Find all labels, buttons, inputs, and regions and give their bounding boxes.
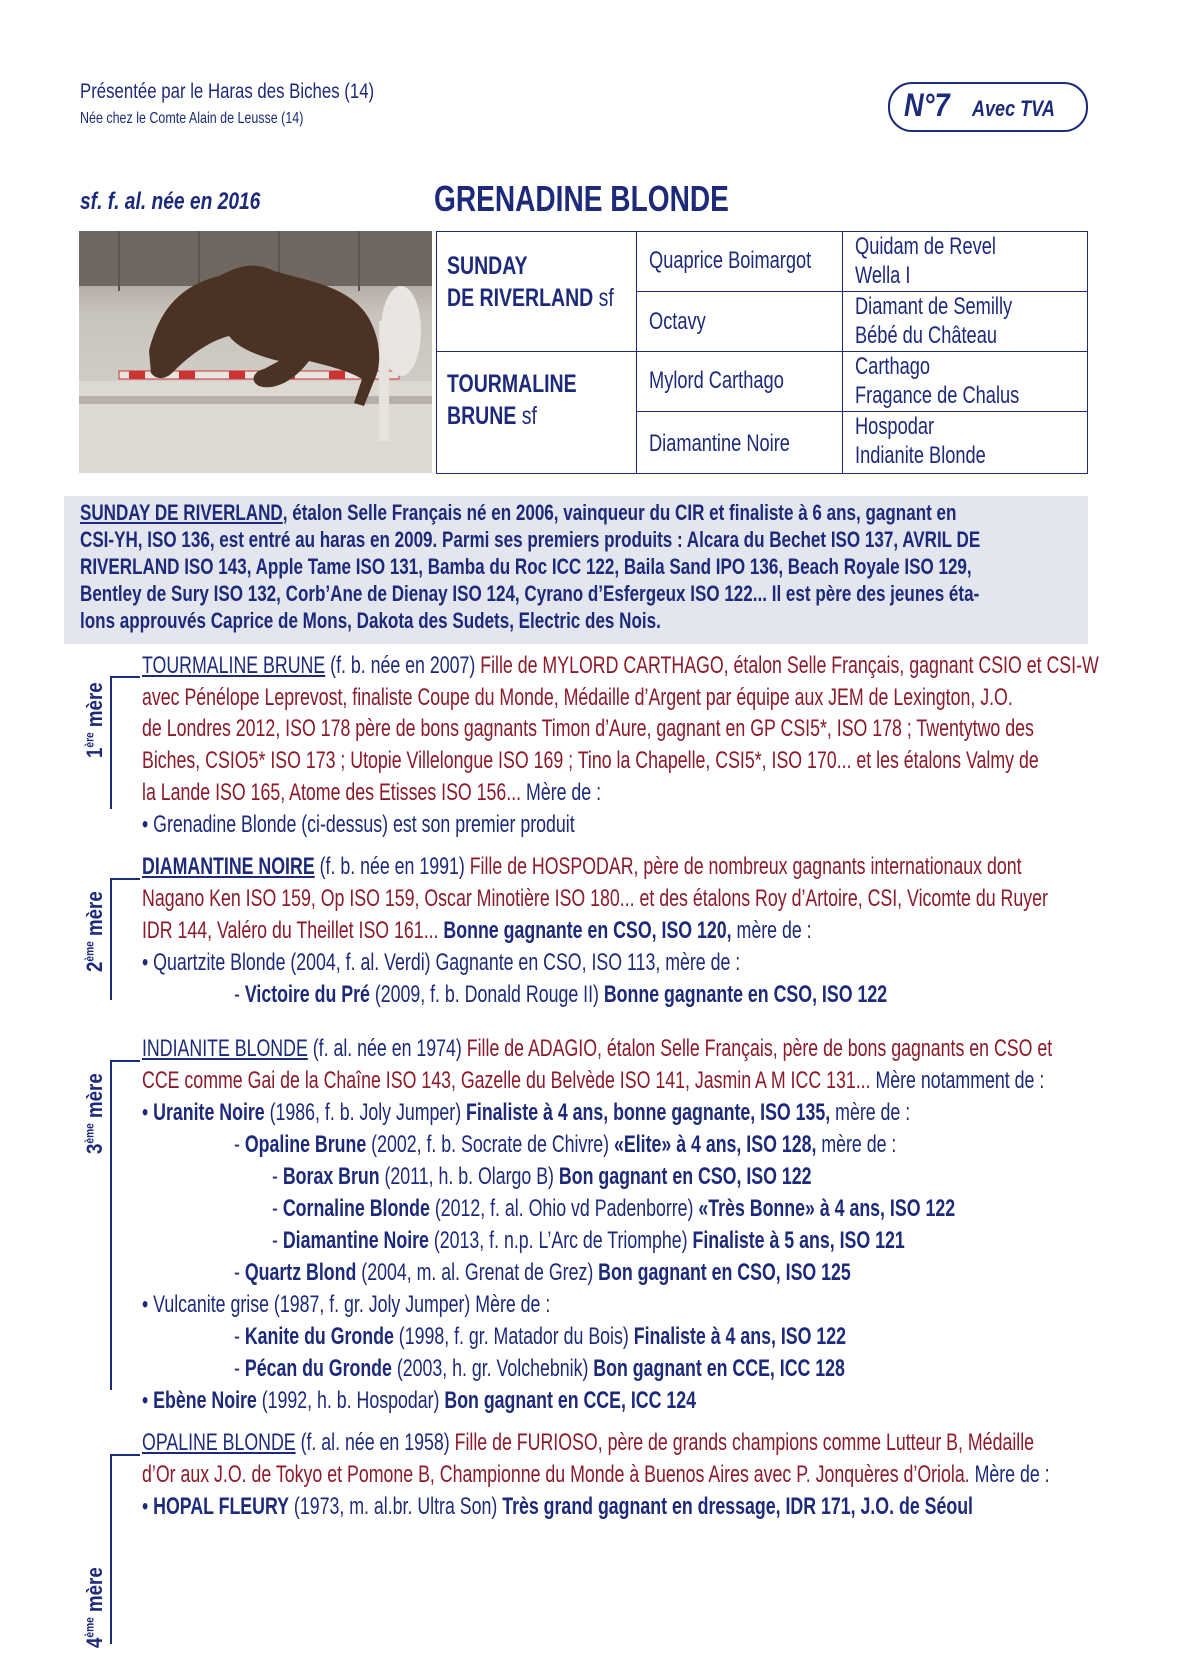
dam-dam: Diamantine Noire — [649, 430, 790, 457]
sire-info-box — [64, 496, 1088, 644]
m3-r4-dash: - — [272, 1195, 283, 1222]
m2-line-5 — [234, 980, 887, 1010]
dam-breed: sf — [516, 402, 537, 430]
m3-r5-dash: - — [272, 1227, 283, 1254]
m3-r6-info: (2004, m. al. Grenat de Grez) — [356, 1259, 599, 1286]
m3-row-1 — [142, 1098, 910, 1128]
m3-num: 3 — [82, 1143, 107, 1154]
sire-line1: SUNDAY — [447, 252, 528, 280]
m1-num: 1 — [82, 747, 107, 758]
sire-info-line-2: CSI-YH, ISO 136, est entré au haras en 2009. Parmi ses premiers produits : Alcara du Bechet ISO 137, AVRIL DE — [80, 527, 981, 552]
label-2eme-mere — [82, 891, 108, 972]
m1-born: (f. b. née en 2007) — [325, 652, 481, 679]
m3-r8-name: Kanite du Gronde — [244, 1323, 394, 1350]
m3-r10-info: (1992, h. b. Hospodar) — [256, 1387, 445, 1414]
horse-jumping-image — [79, 231, 432, 473]
m4-line-3 — [142, 1492, 973, 1522]
m4-born: (f. al. née en 1958) — [295, 1429, 455, 1456]
m3-row-4 — [272, 1194, 955, 1224]
m4-bullet: • — [142, 1493, 154, 1520]
m4-line-2 — [142, 1460, 1050, 1490]
m1-line-4: Biches, CSIO5* ISO 173 ; Utopie Villelongue ISO 169 ; Tino la Chapelle, CSI5*, ISO 170... et les étalons Valmy de — [142, 747, 1039, 774]
m3-r5-info: (2013, f. n.p. L’Arc de Triomphe) — [428, 1227, 693, 1254]
m3-r6-name: Quartz Blond — [244, 1259, 357, 1286]
m1-word: mère — [82, 682, 107, 733]
m1-line-1 — [142, 651, 1099, 681]
sire-dam-cell — [637, 292, 843, 352]
m4-produce-name: HOPAL FLEURY — [153, 1493, 289, 1520]
m2-text-1: Fille de HOSPODAR, père de nombreux gagnants internationaux dont — [469, 853, 1022, 880]
m3-row-6 — [234, 1258, 851, 1288]
m2-bracket-top — [110, 878, 140, 880]
m3-r1-result: Finaliste à 4 ans, bonne gagnante, ISO 135, — [466, 1099, 831, 1126]
m3-born: (f. al. née en 1974) — [307, 1035, 467, 1062]
m3-r8-info: (1998, f. gr. Matador du Bois) — [393, 1323, 634, 1350]
m2-line-4: • Quartzite Blonde (2004, f. al. Verdi) Gagnante en CSO, ISO 113, mère de : — [142, 949, 741, 976]
m3-r9-info: (2003, h. gr. Volchebnik) — [391, 1355, 594, 1382]
m3-row-7: • Vulcanite grise (1987, f. gr. Joly Jumper) Mère de : — [142, 1291, 551, 1318]
sire-line2 — [447, 284, 614, 313]
m3-row-8 — [234, 1322, 846, 1352]
m3-r4-info: (2012, f. al. Ohio vd Padenborre) — [429, 1195, 699, 1222]
dam-name: BRUNE — [447, 402, 517, 430]
m2-sup: ème — [82, 941, 97, 962]
m4-bracket-top — [110, 1454, 140, 1456]
m3-r10-name: Ebène Noire — [153, 1387, 257, 1414]
horse-photo — [79, 231, 432, 473]
g3-cell-2 — [843, 292, 1087, 352]
g3-3a: Carthago — [855, 353, 931, 380]
m1-sup: ère — [82, 732, 97, 748]
m1-text-5a: la Lande ISO 165, Atome des Etisses ISO 156... — [142, 779, 522, 806]
m1-name: TOURMALINE BRUNE — [142, 652, 326, 679]
m2-dash: - — [234, 981, 245, 1008]
m4-word: mère — [82, 1567, 107, 1618]
lot-badge — [888, 82, 1088, 132]
sire-cell — [437, 232, 637, 352]
horse-description: sf. f. al. née en 2016 — [80, 188, 261, 215]
label-4eme-mere — [82, 1567, 108, 1648]
sire-name: DE RIVERLAND — [447, 284, 594, 312]
lot-tax: Avec TVA — [972, 96, 1055, 121]
m3-row-9 — [234, 1354, 845, 1384]
m3-word: mère — [82, 1073, 107, 1124]
m2-produce-name: Victoire du Pré — [244, 981, 370, 1008]
m2-bracket — [110, 878, 112, 1000]
sire-sire: Quaprice Boimargot — [649, 247, 812, 274]
m3-r2-info: (2002, f. b. Socrate de Chivre) — [366, 1131, 615, 1158]
m3-row-10 — [142, 1386, 696, 1416]
m3-r4-name: Cornaline Blonde — [282, 1195, 430, 1222]
m3-r8-dash: - — [234, 1323, 245, 1350]
m3-sup: ème — [82, 1123, 97, 1144]
m3-text-2b: Mère notamment de : — [870, 1067, 1045, 1094]
m2-produce-info: (2009, f. b. Donald Rouge II) — [369, 981, 604, 1008]
horse-name: GRENADINE BLONDE — [434, 178, 729, 219]
m1-line-5 — [142, 778, 601, 808]
m3-r9-dash: - — [234, 1355, 245, 1382]
sire-info-line-5: lons approuvés Caprice de Mons, Dakota des Sudets, Electric des Nois. — [80, 608, 661, 633]
m3-row-5 — [272, 1226, 905, 1256]
m3-r2-dash: - — [234, 1131, 245, 1158]
sire-info-line-1 — [80, 500, 956, 526]
m3-r6-dash: - — [234, 1259, 245, 1286]
m3-r3-dash: - — [272, 1163, 283, 1190]
g3-1a: Quidam de Revel — [855, 233, 996, 260]
m3-r2-tail: mère de : — [816, 1131, 897, 1158]
m4-text-2b: Mère de : — [969, 1461, 1050, 1488]
m3-line-2 — [142, 1066, 1044, 1096]
m3-row-2 — [234, 1130, 896, 1160]
m3-r3-info: (2011, h. b. Olargo B) — [379, 1163, 559, 1190]
sire-dam: Octavy — [649, 308, 706, 335]
m4-text-1: Fille de FURIOSO, père de grands champions comme Lutteur B, Médaille — [454, 1429, 1035, 1456]
m3-text-1: Fille de ADAGIO, étalon Selle Français, père de bons gagnants en CSO et — [466, 1035, 1053, 1062]
m4-bracket — [110, 1454, 112, 1644]
sire-info-text-1: , étalon Selle Français né en 2006, vainqueur du CIR et finaliste à 6 ans, gagnant en — [282, 500, 957, 525]
sire-info-line-3: RIVERLAND ISO 143, Apple Tame ISO 131, Bamba du Roc ICC 122, Baila Sand IPO 136, Beach Royale ISO 129, — [80, 554, 972, 579]
m4-line-1 — [142, 1428, 1034, 1458]
m3-r1-info: (1986, f. b. Joly Jumper) — [264, 1099, 467, 1126]
lot-number: N°7 — [904, 87, 950, 123]
m2-line-3 — [142, 916, 812, 946]
m2-produce-result: Bonne gagnante en CSO, ISO 122 — [603, 981, 888, 1008]
m3-r3-result: Bon gagnant en CSO, ISO 122 — [558, 1163, 812, 1190]
m4-text-2a: d’Or aux J.O. de Tokyo et Pomone B, Championne du Monde à Buenos Aires avec P. Jonquères d’Oriola. — [142, 1461, 970, 1488]
sire-info-line-4: Bentley de Sury ISO 132, Corb’Ane de Dienay ISO 124, Cyrano d’Esfergeux ISO 122... Il est père des jeunes éta- — [80, 581, 980, 606]
dam-line2 — [447, 402, 537, 431]
sire-breed: sf — [593, 284, 614, 312]
m1-bracket — [110, 676, 142, 809]
dam-sire-cell — [637, 352, 843, 412]
m1-line-3: de Londres 2012, ISO 178 père de bons gagnants Timon d’Aure, gagnant en GP CSI5*, ISO 178 ; Twentytwo des — [142, 715, 1034, 742]
m3-r9-result: Bon gagnant en CCE, ICC 128 — [593, 1355, 845, 1382]
label-3eme-mere — [82, 1073, 108, 1154]
m2-text-3c: mère de : — [731, 917, 812, 944]
dam-line1: TOURMALINE — [447, 370, 577, 398]
g3-4a: Hospodar — [855, 413, 935, 440]
g3-cell-4 — [843, 412, 1087, 473]
m3-r4-result: «Très Bonne» à 4 ans, ISO 122 — [698, 1195, 956, 1222]
sire-sire-cell — [637, 232, 843, 292]
breeder: Née chez le Comte Alain de Leusse (14) — [80, 110, 304, 127]
m4-produce-info: (1973, m. al.br. Ultra Son) — [288, 1493, 503, 1520]
m4-sup: ème — [82, 1617, 97, 1638]
m3-name: INDIANITE BLONDE — [142, 1035, 308, 1062]
m2-word: mère — [82, 891, 107, 942]
m2-line-2: Nagano Ken ISO 159, Op ISO 159, Oscar Minotière ISO 180... et des étalons Roy d’Artoire, CSI, Vicomte du Ruyer — [142, 885, 1048, 912]
m3-r3-name: Borax Brun — [282, 1163, 380, 1190]
m2-line-1 — [142, 852, 1022, 882]
m3-r5-name: Diamantine Noire — [282, 1227, 429, 1254]
m1-line-6: • Grenadine Blonde (ci-dessus) est son premier produit — [142, 811, 575, 838]
m3-r2-name: Opaline Brune — [244, 1131, 367, 1158]
m3-text-2a: CCE comme Gai de la Chaîne ISO 143, Gazelle du Belvède ISO 141, Jasmin A M ICC 131... — [142, 1067, 871, 1094]
m3-r1-bullet: • — [142, 1099, 154, 1126]
g3-cell-1 — [843, 232, 1087, 292]
dam-cell — [437, 352, 637, 473]
m3-row-3 — [272, 1162, 812, 1192]
m3-bracket-top — [110, 1060, 140, 1062]
g3-1b: Wella I — [855, 262, 911, 289]
m1-bracket-top — [110, 676, 140, 678]
m3-r9-name: Pécan du Gronde — [244, 1355, 392, 1382]
dam-sire: Mylord Carthago — [649, 367, 784, 394]
g3-cell-3 — [843, 352, 1087, 412]
g3-4b: Indianite Blonde — [855, 442, 986, 469]
g3-2a: Diamant de Semilly — [855, 293, 1013, 320]
m2-num: 2 — [82, 961, 107, 972]
m1-line-2: avec Pénélope Leprevost, finaliste Coupe du Monde, Médaille d’Argent par équipe aux JEM de Lexington, J.O. — [142, 684, 1013, 711]
m2-text-3b: Bonne gagnante en CSO, ISO 120, — [443, 917, 732, 944]
sire-info-name: SUNDAY DE RIVERLAND — [80, 500, 283, 525]
dam-dam-cell — [637, 412, 843, 473]
m1-text-5b: Mère de : — [521, 779, 602, 806]
m1-text-1: Fille de MYLORD CARTHAGO, étalon Selle Français, gagnant CSIO et CSI-W — [480, 652, 1099, 679]
m3-r10-result: Bon gagnant en CCE, ICC 124 — [444, 1387, 697, 1414]
label-1ere-mere — [82, 682, 108, 758]
m3-r1-tail: mère de : — [830, 1099, 911, 1126]
m3-r10-bullet: • — [142, 1387, 154, 1414]
g3-3b: Fragance de Chalus — [855, 382, 1020, 409]
m2-name: DIAMANTINE NOIRE — [142, 853, 315, 880]
m4-produce-result: Très grand gagnant en dressage, IDR 171, J.O. de Séoul — [502, 1493, 973, 1520]
m3-line-1 — [142, 1034, 1052, 1064]
m3-r1-name: Uranite Noire — [153, 1099, 265, 1126]
m4-num: 4 — [82, 1637, 107, 1648]
m3-r5-result: Finaliste à 5 ans, ISO 121 — [692, 1227, 905, 1254]
pedigree-table — [436, 231, 1088, 474]
m4-name: OPALINE BLONDE — [142, 1429, 296, 1456]
g3-2b: Bébé du Château — [855, 322, 997, 349]
m3-r2-result: «Elite» à 4 ans, ISO 128, — [614, 1131, 817, 1158]
m3-bracket — [110, 1060, 112, 1390]
presented-by: Présentée par le Haras des Biches (14) — [80, 80, 375, 103]
m2-text-3a: IDR 144, Valéro du Theillet ISO 161... — [142, 917, 444, 944]
m2-born: (f. b. née en 1991) — [314, 853, 470, 880]
m3-r6-result: Bon gagnant en CSO, ISO 125 — [598, 1259, 851, 1286]
m3-r8-result: Finaliste à 4 ans, ISO 122 — [633, 1323, 846, 1350]
